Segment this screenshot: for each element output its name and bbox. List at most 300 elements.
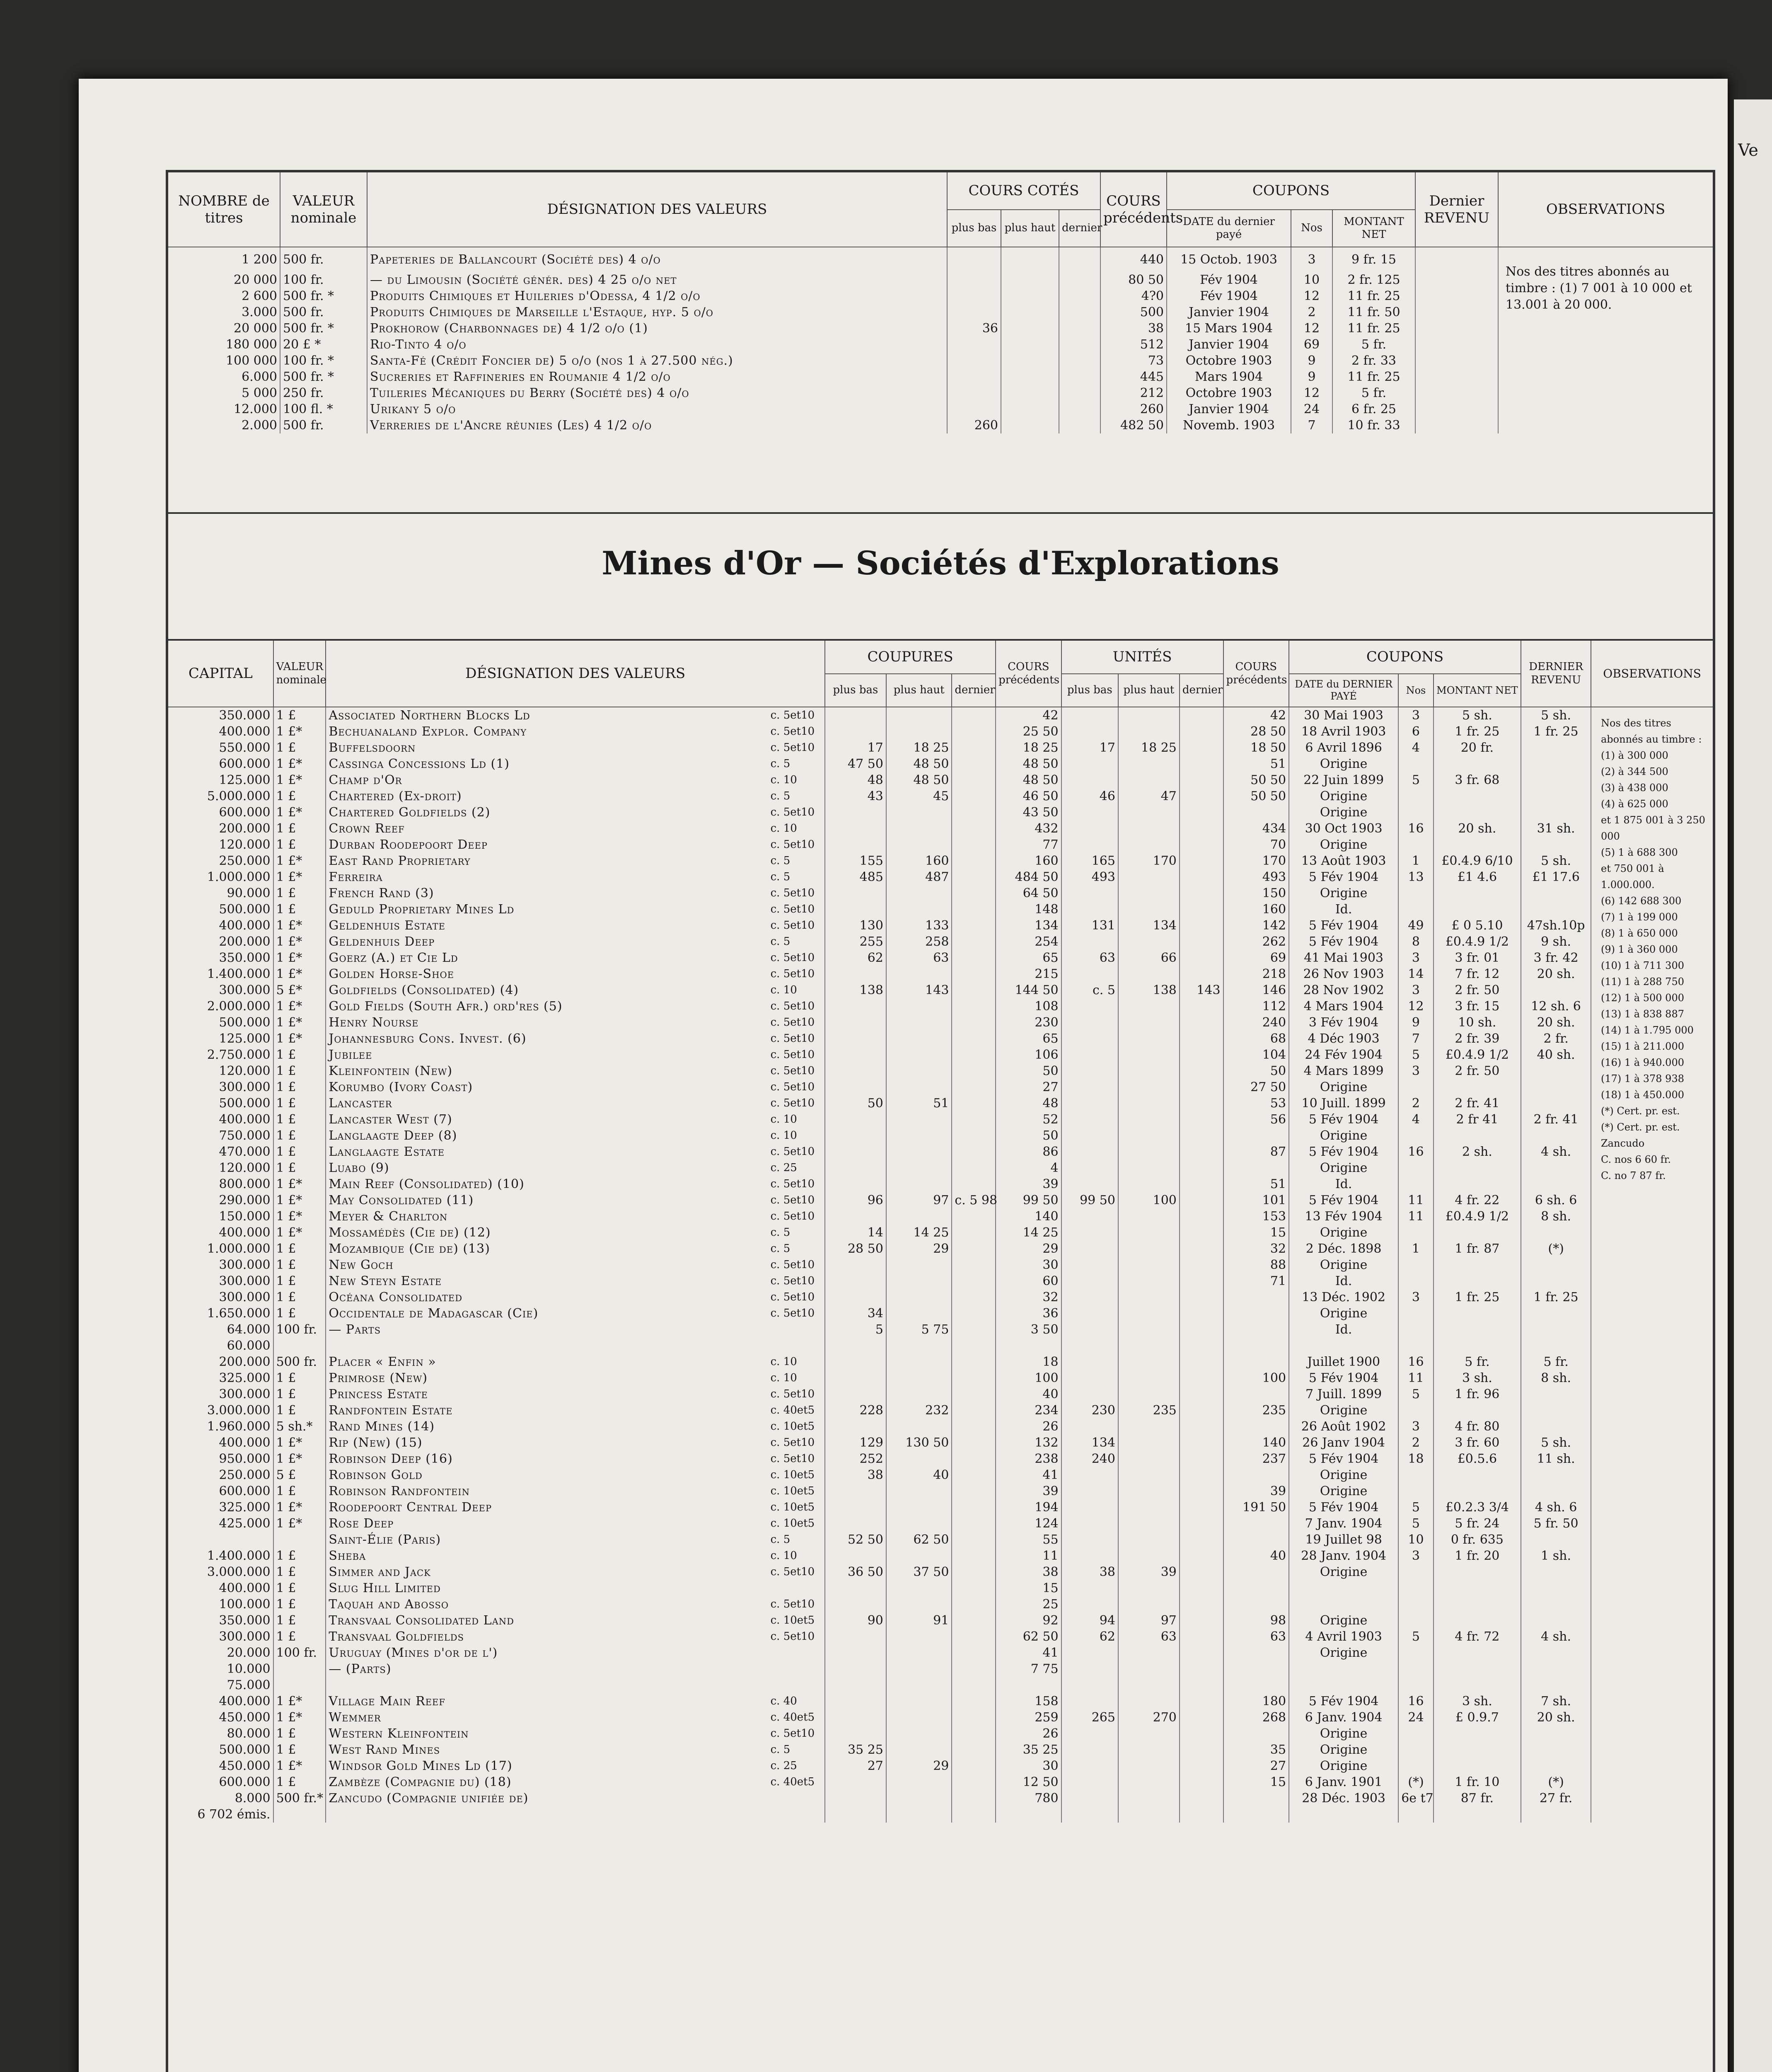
cell-plus-haut xyxy=(886,1031,952,1047)
table-row xyxy=(168,1483,1713,1499)
cell-date: Origine xyxy=(1289,1305,1398,1322)
cell-date: Origine xyxy=(1289,756,1398,772)
cell-valeur: 1 £* xyxy=(273,934,326,950)
cell-revenu xyxy=(1521,804,1591,821)
cell-capital: 200.000 xyxy=(219,934,271,949)
cell-u-dernier xyxy=(1180,724,1223,740)
cell-u-dernier xyxy=(1180,707,1223,724)
cell-plus-bas xyxy=(825,1483,886,1499)
cell-cours-prec: 48 xyxy=(996,1095,1061,1111)
cell-u-plus-bas: 38 xyxy=(1061,1564,1118,1580)
cell-observations xyxy=(1591,1305,1713,1322)
cell-cours-prec2: 15 xyxy=(1223,1774,1289,1790)
cell-cours-prec: 92 xyxy=(996,1612,1061,1629)
mhdr-coupures: COUPURES xyxy=(825,641,996,674)
table-row xyxy=(168,837,1713,853)
cell-capital: 950.000 xyxy=(219,1452,271,1466)
cell-u-plus-bas xyxy=(1061,821,1118,837)
cell-valeur: 500 fr. xyxy=(280,247,367,272)
cell-valeur: 5 £* xyxy=(273,982,326,998)
cell-u-plus-bas xyxy=(1061,1225,1118,1241)
cell-u-plus-haut xyxy=(1118,1645,1180,1661)
cell-valeur: 1 £ xyxy=(273,1742,326,1758)
cell-montant: 1 fr. 87 xyxy=(1434,1241,1521,1257)
table-row xyxy=(168,982,1713,998)
cell-plus-bas: 96 xyxy=(825,1192,886,1208)
cell-cours-prec: 30 xyxy=(996,1758,1061,1774)
cell-u-plus-bas xyxy=(1061,1160,1118,1176)
cell-u-plus-bas xyxy=(1061,772,1118,788)
cell-u-dernier xyxy=(1180,1225,1223,1241)
cell-no: 5 xyxy=(1398,1047,1434,1063)
cell-plus-haut xyxy=(886,1386,952,1402)
cell-cours-prec2: 35 xyxy=(1223,1742,1289,1758)
cell-capital: 80.000 xyxy=(227,1726,271,1741)
cell-valeur: 100 fr. * xyxy=(280,353,367,369)
cell-capital: 750.000 xyxy=(219,1128,271,1143)
cell-capital: 125.000 xyxy=(219,773,271,787)
cell-montant: 2 fr. 50 xyxy=(1434,982,1521,998)
cell-plus-haut xyxy=(886,1014,952,1031)
cell-designation: — (Parts) xyxy=(326,1661,768,1677)
cell-plus-bas: 62 xyxy=(825,950,886,966)
cell-u-plus-haut: 138 xyxy=(1118,982,1180,998)
cell-no xyxy=(1398,1467,1434,1483)
cell-cours-prec: 25 xyxy=(996,1596,1061,1612)
table-row xyxy=(168,1370,1713,1386)
cell-dernier xyxy=(952,901,996,917)
cell-capital: 3.000.000 xyxy=(207,1403,271,1418)
cell-revenu: 20 sh. xyxy=(1521,966,1591,982)
cell-revenu xyxy=(1521,1273,1591,1289)
cell-dernier xyxy=(952,1661,996,1677)
cell-cours-prec: 12 50 xyxy=(996,1774,1061,1790)
cell-plus-haut xyxy=(886,966,952,982)
cell-montant: 1 fr. 25 xyxy=(1434,1289,1521,1305)
cell-revenu: 2 fr. 41 xyxy=(1521,1111,1591,1128)
cell-plus-bas xyxy=(825,1709,886,1726)
cell-observations xyxy=(1591,1499,1713,1515)
cell-observations xyxy=(1591,1790,1713,1806)
cell-u-dernier xyxy=(1180,1693,1223,1709)
cell-capital: 300.000 xyxy=(219,1387,271,1402)
cell-plus-bas xyxy=(825,1354,886,1370)
mhdr-coupons: COUPONS xyxy=(1289,641,1521,674)
cell-cours-prec: 62 50 xyxy=(996,1629,1061,1645)
cell-date: 7 Juill. 1899 xyxy=(1289,1386,1398,1402)
cell-date: 5 Fév 1904 xyxy=(1289,1111,1398,1128)
cell-valeur: 1 £* xyxy=(273,1451,326,1467)
cell-valeur: 500 fr. xyxy=(273,1354,326,1370)
cell-plus-bas: 129 xyxy=(825,1435,886,1451)
cell-cours-prec: 260 xyxy=(1100,401,1167,417)
cell-valeur: 1 £ xyxy=(273,1386,326,1402)
cell-cours-prec2 xyxy=(1223,1806,1289,1823)
cell-valeur: 1 £* xyxy=(273,869,326,885)
cell-u-plus-haut xyxy=(1118,869,1180,885)
cell-designation: Goldfields (Consolidated) (4) xyxy=(326,982,768,998)
cell-date: Origine xyxy=(1289,1483,1398,1499)
cell-revenu: 8 sh. xyxy=(1521,1208,1591,1225)
cell-u-plus-bas xyxy=(1061,1144,1118,1160)
cell-dernier xyxy=(952,869,996,885)
observation-note: C. nos 6 60 fr. xyxy=(1601,1154,1671,1165)
cell-plus-haut xyxy=(886,837,952,853)
cell-no xyxy=(1398,788,1434,804)
cell-cours-prec2 xyxy=(1223,1580,1289,1596)
cell-u-dernier xyxy=(1180,1709,1223,1726)
cell-u-plus-haut xyxy=(1118,804,1180,821)
table-row xyxy=(168,1079,1713,1095)
cell-u-dernier xyxy=(1180,1079,1223,1095)
cell-u-plus-haut xyxy=(1118,1241,1180,1257)
cell-plus-haut xyxy=(1001,353,1059,369)
table-row xyxy=(168,1338,1713,1354)
cell-observations xyxy=(1591,1257,1713,1273)
cell-plus-haut xyxy=(1001,247,1059,272)
cell-cours-prec2: 68 xyxy=(1223,1031,1289,1047)
cell-date: 13 Déc. 1902 xyxy=(1289,1289,1398,1305)
cell-plus-haut xyxy=(886,1483,952,1499)
cell-coupure: c. 5 xyxy=(770,1743,791,1756)
cell-no xyxy=(1398,1305,1434,1322)
cell-cours-prec2: 101 xyxy=(1223,1192,1289,1208)
cell-u-dernier xyxy=(1180,740,1223,756)
cell-plus-haut xyxy=(886,1128,952,1144)
observation-note: (5) 1 à 688 300 xyxy=(1601,847,1678,858)
cell-cours-prec: 482 50 xyxy=(1100,417,1167,433)
table-row xyxy=(168,1402,1713,1418)
cell-dernier xyxy=(952,821,996,837)
cell-dernier xyxy=(952,1160,996,1176)
cell-capital: 1.960.000 xyxy=(207,1419,271,1434)
cell-date: 5 Fév 1904 xyxy=(1289,1499,1398,1515)
cell-designation: Langlaagte Estate xyxy=(326,1144,768,1160)
cell-coupure: c. 5et10 xyxy=(770,1307,815,1319)
cell-designation: Tuileries Mécaniques du Berry (Société des) 4 o/o xyxy=(367,385,947,401)
cell-plus-bas: 485 xyxy=(825,869,886,885)
table-row xyxy=(168,353,1713,369)
cell-u-dernier xyxy=(1180,1338,1223,1354)
cell-montant: 11 fr. 25 xyxy=(1332,369,1415,385)
cell-plus-haut xyxy=(1001,304,1059,320)
cell-cours-prec2: 434 xyxy=(1223,821,1289,837)
cell-date: 5 Fév 1904 xyxy=(1289,1693,1398,1709)
cell-plus-haut xyxy=(886,1499,952,1515)
cell-montant xyxy=(1434,1467,1521,1483)
mines-table-block xyxy=(168,641,1713,2072)
cell-u-dernier xyxy=(1180,1774,1223,1790)
cell-plus-bas xyxy=(825,1629,886,1645)
cell-capital: 100.000 xyxy=(219,1597,271,1612)
table-row xyxy=(168,950,1713,966)
cell-coupure: c. 40et5 xyxy=(770,1404,815,1416)
table-row xyxy=(168,885,1713,901)
cell-u-plus-bas xyxy=(1061,724,1118,740)
cell-date: Origine xyxy=(1289,1160,1398,1176)
cell-plus-haut xyxy=(886,1160,952,1176)
cell-plus-bas xyxy=(825,821,886,837)
mhdr-observations: OBSERVATIONS xyxy=(1591,641,1713,707)
cell-revenu: 27 fr. xyxy=(1521,1790,1591,1806)
cell-observations xyxy=(1591,1322,1713,1338)
cell-cours-prec2 xyxy=(1223,1305,1289,1322)
mhdr-plus-bas: plus bas xyxy=(825,674,886,707)
cell-u-plus-bas xyxy=(1061,1661,1118,1677)
cell-u-plus-bas: 99 50 xyxy=(1061,1192,1118,1208)
cell-observations xyxy=(1591,1273,1713,1289)
cell-dernier xyxy=(952,1564,996,1580)
cell-valeur: 1 £ xyxy=(273,1047,326,1063)
cell-date: 26 Nov 1903 xyxy=(1289,966,1398,982)
cell-u-dernier xyxy=(1180,756,1223,772)
cell-no: 4 xyxy=(1398,1111,1434,1128)
cell-plus-haut xyxy=(886,1677,952,1693)
cell-montant: 87 fr. xyxy=(1434,1790,1521,1806)
cell-u-plus-bas xyxy=(1061,1499,1118,1515)
cell-cours-prec2: 87 xyxy=(1223,1144,1289,1160)
cell-dernier xyxy=(952,1774,996,1790)
cell-montant xyxy=(1434,1742,1521,1758)
cell-u-plus-haut xyxy=(1118,756,1180,772)
cell-plus-bas xyxy=(947,401,1001,417)
cell-valeur xyxy=(273,1338,326,1354)
cell-u-dernier xyxy=(1180,1031,1223,1047)
cell-u-plus-bas xyxy=(1061,1128,1118,1144)
cell-date: Origine xyxy=(1289,1612,1398,1629)
cell-cours-prec: 124 xyxy=(996,1515,1061,1532)
cell-no xyxy=(1398,804,1434,821)
cell-capital: 400.000 xyxy=(219,918,271,933)
cell-no xyxy=(1398,837,1434,853)
cell-valeur: 1 £ xyxy=(273,1079,326,1095)
cell-capital: 470.000 xyxy=(219,1145,271,1159)
top-table-body xyxy=(168,247,1713,433)
cell-montant: 2 sh. xyxy=(1434,1144,1521,1160)
cell-designation: Transvaal Goldfields xyxy=(326,1629,768,1645)
cell-plus-bas: 50 xyxy=(825,1095,886,1111)
cell-u-plus-haut xyxy=(1118,772,1180,788)
cell-observations xyxy=(1591,1451,1713,1467)
cell-montant xyxy=(1434,1596,1521,1612)
cell-dernier xyxy=(952,1225,996,1241)
cell-u-dernier xyxy=(1180,869,1223,885)
cell-cours-prec: 73 xyxy=(1100,353,1167,369)
cell-cours-prec2: 112 xyxy=(1223,998,1289,1014)
cell-u-plus-haut xyxy=(1118,934,1180,950)
cell-valeur: 1 £ xyxy=(273,1063,326,1079)
cell-capital: 10.000 xyxy=(227,1662,271,1676)
cell-no xyxy=(1398,1160,1434,1176)
cell-cours-prec2: 51 xyxy=(1223,756,1289,772)
cell-u-plus-haut xyxy=(1118,998,1180,1014)
cell-cours-prec: 18 25 xyxy=(996,740,1061,756)
cell-revenu xyxy=(1521,1645,1591,1661)
cell-revenu xyxy=(1521,788,1591,804)
cell-u-dernier xyxy=(1180,1790,1223,1806)
cell-valeur: 1 £* xyxy=(273,1435,326,1451)
cell-plus-bas: 48 xyxy=(825,772,886,788)
cell-montant: £0.5.6 xyxy=(1434,1451,1521,1467)
cell-capital: 90.000 xyxy=(227,886,271,900)
cell-revenu xyxy=(1521,1532,1591,1548)
cell-montant: 3 fr. 01 xyxy=(1434,950,1521,966)
cell-no: 9 xyxy=(1398,1014,1434,1031)
cell-capital: 400.000 xyxy=(219,1581,271,1595)
hdr-coupons: COUPONS xyxy=(1167,172,1415,210)
cell-montant: 1 fr. 96 xyxy=(1434,1386,1521,1402)
cell-date xyxy=(1289,1338,1398,1354)
cell-plus-haut: 130 50 xyxy=(886,1435,952,1451)
cell-dernier xyxy=(952,1289,996,1305)
cell-u-plus-bas xyxy=(1061,1257,1118,1273)
cell-valeur: 5 £ xyxy=(273,1467,326,1483)
table-row xyxy=(168,853,1713,869)
cell-u-plus-bas xyxy=(1061,1677,1118,1693)
cell-revenu: 5 sh. xyxy=(1521,1435,1591,1451)
cell-no: 4 xyxy=(1398,740,1434,756)
cell-plus-haut: 62 50 xyxy=(886,1532,952,1548)
cell-no: 14 xyxy=(1398,966,1434,982)
cell-designation: Produits Chimiques de Marseille l'Estaque, hyp. 5 o/o xyxy=(367,304,947,320)
table-row xyxy=(168,821,1713,837)
cell-plus-haut xyxy=(886,1047,952,1063)
mhdr-date: DATE du DERNIER PAYÉ xyxy=(1289,674,1398,707)
hdr-no: Nos xyxy=(1291,210,1332,247)
cell-nombre: 20 000 xyxy=(234,321,277,336)
cell-revenu xyxy=(1521,1596,1591,1612)
cell-capital: 325.000 xyxy=(219,1371,271,1385)
cell-nombre: 6.000 xyxy=(242,370,277,384)
cell-plus-bas xyxy=(825,1661,886,1677)
cell-revenu xyxy=(1521,1225,1591,1241)
cell-dernier xyxy=(1059,304,1100,320)
cell-cours-prec2: 40 xyxy=(1223,1548,1289,1564)
cell-coupure xyxy=(768,1645,825,1661)
cell-capital: 1.400.000 xyxy=(207,967,271,981)
cell-valeur: 1 £ xyxy=(273,821,326,837)
cell-u-plus-bas: 493 xyxy=(1061,869,1118,885)
cell-cours-prec2: 51 xyxy=(1223,1176,1289,1192)
cell-cours-prec2: 88 xyxy=(1223,1257,1289,1273)
cell-u-dernier xyxy=(1180,1726,1223,1742)
cell-observations xyxy=(1591,1483,1713,1499)
cell-montant: 20 sh. xyxy=(1434,821,1521,837)
cell-dernier xyxy=(952,1742,996,1758)
cell-cours-prec: 440 xyxy=(1100,247,1167,272)
cell-designation: Bechuanaland Explor. Company xyxy=(326,724,768,740)
cell-designation: Associated Northern Blocks Ld xyxy=(326,707,768,724)
cell-u-plus-haut xyxy=(1118,1031,1180,1047)
cell-cours-prec: 40 xyxy=(996,1386,1061,1402)
cell-u-plus-haut xyxy=(1118,1596,1180,1612)
cell-u-plus-haut xyxy=(1118,1548,1180,1564)
cell-u-dernier xyxy=(1180,1322,1223,1338)
cell-u-dernier xyxy=(1180,1047,1223,1063)
cell-capital: 2.000.000 xyxy=(207,999,271,1014)
cell-montant: 5 fr. xyxy=(1332,385,1415,401)
cell-dernier xyxy=(952,804,996,821)
table-row xyxy=(168,1322,1713,1338)
top-table-block xyxy=(168,172,1713,512)
cell-capital: 2.750.000 xyxy=(207,1048,271,1062)
cell-capital: 450.000 xyxy=(219,1710,271,1725)
cell-cours-prec2 xyxy=(1223,1677,1289,1693)
cell-plus-bas xyxy=(947,385,1001,401)
cell-designation: Placer « Enfin » xyxy=(326,1354,768,1370)
observation-note: (*) Cert. pr. est. xyxy=(1601,1121,1680,1133)
cell-observations xyxy=(1591,1774,1713,1790)
cell-coupure: c. 10 xyxy=(770,1372,797,1384)
cell-date: Id. xyxy=(1289,901,1398,917)
cell-capital: 450.000 xyxy=(219,1759,271,1773)
cell-capital: 290.000 xyxy=(219,1193,271,1208)
table-row xyxy=(168,1418,1713,1435)
cell-valeur: 500 fr. * xyxy=(280,288,367,304)
cell-valeur: 1 £* xyxy=(273,917,326,934)
cell-u-dernier xyxy=(1180,966,1223,982)
cell-designation: Goerz (A.) et Cie Ld xyxy=(326,950,768,966)
cell-date: 30 Oct 1903 xyxy=(1289,821,1398,837)
cell-u-plus-haut: 39 xyxy=(1118,1564,1180,1580)
cell-plus-bas: 38 xyxy=(825,1467,886,1483)
mhdr-plus-haut: plus haut xyxy=(886,674,952,707)
cell-u-plus-haut xyxy=(1118,1451,1180,1467)
cell-designation: Johannesburg Cons. Invest. (6) xyxy=(326,1031,768,1047)
cell-montant xyxy=(1434,1322,1521,1338)
cell-cours-prec: 99 50 xyxy=(996,1192,1061,1208)
cell-plus-bas: 138 xyxy=(825,982,886,998)
cell-coupure: c. 5et10 xyxy=(770,1178,815,1190)
cell-revenu xyxy=(1521,1612,1591,1629)
mhdr-cours-prec: COURS précédents xyxy=(996,641,1061,707)
cell-cours-prec: 36 xyxy=(996,1305,1061,1322)
cell-u-plus-bas xyxy=(1061,804,1118,821)
table-row xyxy=(168,1806,1713,1823)
cell-plus-haut xyxy=(886,1176,952,1192)
cell-cours-prec: 38 xyxy=(996,1564,1061,1580)
cell-date: Origine xyxy=(1289,1128,1398,1144)
table-row xyxy=(168,966,1713,982)
cell-observations xyxy=(1591,1726,1713,1742)
cell-date: Origine xyxy=(1289,837,1398,853)
table-row xyxy=(168,1305,1713,1322)
cell-u-plus-haut xyxy=(1118,1273,1180,1289)
cell-valeur: 1 £* xyxy=(273,756,326,772)
observation-note: (11) 1 à 288 750 xyxy=(1601,976,1684,988)
cell-valeur: 1 £ xyxy=(273,1612,326,1629)
cell-date: Origine xyxy=(1289,1742,1398,1758)
cell-revenu: 1 sh. xyxy=(1521,1548,1591,1564)
cell-cours-prec2 xyxy=(1223,804,1289,821)
cell-capital: 120.000 xyxy=(219,1161,271,1175)
cell-u-dernier xyxy=(1180,1208,1223,1225)
cell-valeur: 1 £ xyxy=(273,1289,326,1305)
cell-cours-prec: 512 xyxy=(1100,336,1167,353)
cell-dernier xyxy=(952,1580,996,1596)
cell-date: 28 Déc. 1903 xyxy=(1289,1790,1398,1806)
cell-valeur: 1 £ xyxy=(273,740,326,756)
cell-date: 5 Fév 1904 xyxy=(1289,1144,1398,1160)
cell-cours-prec xyxy=(996,1806,1061,1823)
cell-valeur: 1 £* xyxy=(273,950,326,966)
cell-date: Origine xyxy=(1289,1079,1398,1095)
cell-u-plus-haut: 47 xyxy=(1118,788,1180,804)
cell-date: Origine xyxy=(1289,788,1398,804)
cell-montant xyxy=(1434,837,1521,853)
cell-dernier xyxy=(952,1111,996,1128)
cell-plus-haut xyxy=(1001,272,1059,288)
